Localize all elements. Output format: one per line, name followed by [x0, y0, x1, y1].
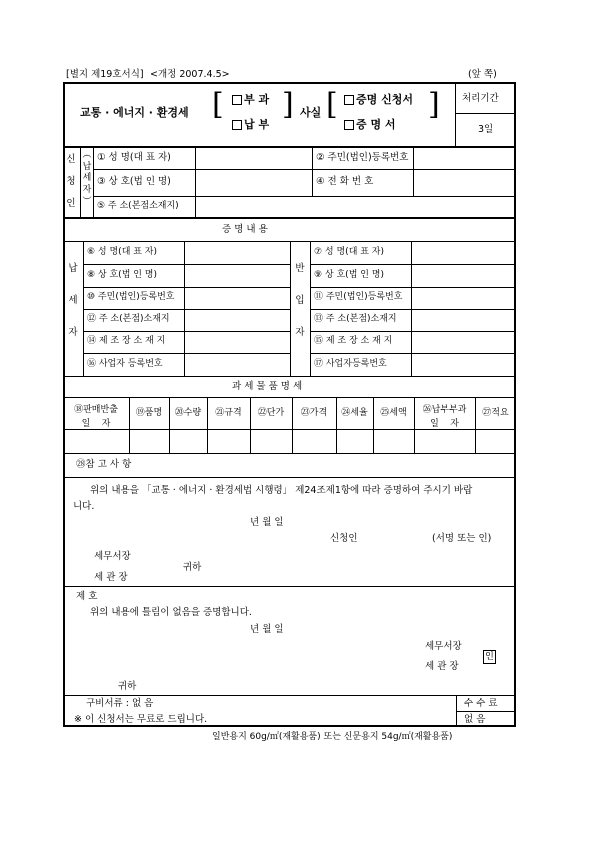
applicant-trade-name-label: ③ 상 호(법 인 명)	[97, 176, 171, 187]
cert-date: 년 월 일	[250, 624, 284, 635]
revision-note: <개정 2007.4.5>	[150, 69, 230, 80]
request-applicant-label: 신청인	[330, 533, 358, 544]
request-text: 위의 내용을 「교통 · 에너지 · 환경세법 시행령」 제24조제1항에 따라 증명하여 주시기 바랍	[90, 485, 473, 496]
paper-spec: 일반용지 60g/㎡(재활용품) 또는 신문용지 54g/㎡(재활용품)	[212, 732, 453, 742]
goods-data-row[interactable]	[64, 431, 515, 451]
importer-bizno-field[interactable]	[413, 355, 514, 374]
goods-col-release-date: ⑱판매반출 일 자	[74, 405, 118, 430]
request-tax-office: 세무서장	[94, 551, 131, 562]
taxpayer-bizno-field[interactable]	[186, 355, 288, 374]
page-side-label: (앞 쪽)	[468, 69, 497, 80]
taxpayer-factory-field[interactable]	[186, 333, 288, 351]
cert-number-label: 제 호	[76, 591, 98, 602]
importer-bizno-label: ⑰ 사업자등록번호	[314, 359, 387, 369]
certificate-option: 증 명 서	[356, 118, 396, 131]
certificate-checkbox[interactable]	[344, 120, 354, 130]
applicant-address-label: ⑤ 주 소(본점소재지)	[97, 201, 179, 211]
fee-label: 수 수 료	[464, 698, 498, 709]
applicant-rrn-label: ② 주민(법인)등록번호	[316, 152, 409, 163]
importer-name-label: ⑦ 성 명(대 표 자)	[314, 247, 385, 257]
importer-factory-label: ⑮ 제 조 장 소 재 지	[314, 336, 393, 346]
request-date: 년 월 일	[250, 517, 284, 528]
levy-option: 부 과	[244, 93, 270, 106]
taxpayer-trade-name-field[interactable]	[186, 266, 288, 285]
cert-customs-office: 세 관 장	[425, 661, 459, 672]
importer-factory-field[interactable]	[413, 333, 514, 351]
title-tax-name: 교통 · 에너지 · 환경세	[80, 106, 189, 119]
goods-col-quantity: ⑳수량	[174, 408, 202, 418]
taxpayer-sub-label: ︵ 납 세 자 ︶	[82, 150, 92, 207]
importer-address-label: ⑬ 주 소(본점)소재지	[314, 314, 397, 324]
goods-col-tax-amount: ㉕세액	[380, 408, 407, 418]
goods-col-item: ⑲품명	[135, 408, 163, 418]
taxpayer-address-field[interactable]	[186, 311, 288, 329]
cert-tax-office: 세무서장	[425, 641, 462, 652]
goods-heading: 과 세 물 품 명 세	[232, 381, 303, 392]
importer-rrn-label: ⑪ 주민(법인)등록번호	[314, 292, 403, 302]
cert-honorific: 귀하	[118, 681, 137, 692]
importer-name-field[interactable]	[413, 243, 514, 262]
remarks-label: ㉘참 고 사 항	[76, 459, 132, 470]
cert-application-option: 증명 신청서	[356, 93, 413, 106]
payment-option: 납 부	[244, 118, 270, 131]
taxpayer-factory-label: ⑭ 제 조 장 소 재 지	[87, 336, 166, 346]
taxpayer-rrn-label: ⑩ 주민(법인)등록번호	[87, 292, 175, 302]
free-form-note: ※ 이 신청서는 무료로 드립니다.	[74, 714, 208, 725]
applicant-trade-name-field[interactable]	[197, 171, 310, 194]
required-docs: 구비서류 : 없 음	[86, 698, 154, 709]
goods-col-price: ㉓가격	[300, 408, 328, 418]
importer-side-label: 반 입 자	[295, 263, 305, 338]
payment-checkbox[interactable]	[232, 120, 242, 130]
official-seal: 인	[483, 650, 496, 664]
importer-rrn-field[interactable]	[413, 289, 514, 307]
applicant-name-label: ① 성 명(대 표 자)	[97, 152, 171, 163]
form-number: [별지 제19호서식]	[66, 69, 144, 80]
fee-value: 없 음	[464, 714, 486, 725]
applicant-name-field[interactable]	[197, 149, 310, 167]
goods-col-payment-date: ㉖납부부과 일 자	[422, 405, 467, 430]
cert-text: 위의 내용에 틀림이 없음을 증명합니다.	[90, 607, 252, 618]
applicant-phone-field[interactable]	[415, 171, 514, 194]
applicant-side-label: 신 청 인	[66, 154, 76, 209]
applicant-rrn-field[interactable]	[415, 149, 514, 167]
taxpayer-bizno-label: ⑯ 사업자 등록번호	[87, 359, 163, 369]
importer-address-field[interactable]	[413, 311, 514, 329]
importer-trade-name-label: ⑨ 상 호(법 인 명)	[314, 270, 385, 280]
applicant-address-field[interactable]	[197, 198, 514, 216]
request-honorific: 귀하	[183, 562, 202, 573]
taxpayer-name-label: ⑥ 성 명(대 표 자)	[87, 247, 158, 257]
request-text-continued: 니다.	[73, 501, 95, 512]
goods-col-unit-price: ㉒단가	[257, 408, 285, 418]
title-fact: 사실	[300, 106, 322, 119]
goods-col-spec: ㉑규격	[215, 408, 242, 418]
taxpayer-name-field[interactable]	[186, 243, 288, 262]
request-customs-office: 세 관 장	[94, 572, 128, 583]
importer-trade-name-field[interactable]	[413, 266, 514, 285]
goods-col-remarks: ㉗적요	[482, 408, 509, 418]
cert-content-heading: 증 명 내 용	[222, 224, 268, 235]
taxpayer-rrn-field[interactable]	[186, 289, 288, 307]
taxpayer-address-label: ⑫ 주 소(본점)소재지	[87, 314, 170, 324]
request-signature-note: (서명 또는 인)	[432, 533, 492, 544]
levy-checkbox[interactable]	[232, 95, 242, 105]
cert-application-checkbox[interactable]	[344, 95, 354, 105]
taxpayer-side-label: 납 세 자	[68, 263, 78, 338]
taxpayer-trade-name-label: ⑧ 상 호(법 인 명)	[87, 270, 158, 280]
applicant-phone-label: ④ 전 화 번 호	[316, 176, 374, 187]
goods-col-tax-rate: ㉔세율	[341, 408, 368, 418]
processing-period-label: 처리기간	[462, 93, 499, 104]
processing-period-value: 3일	[478, 124, 494, 135]
